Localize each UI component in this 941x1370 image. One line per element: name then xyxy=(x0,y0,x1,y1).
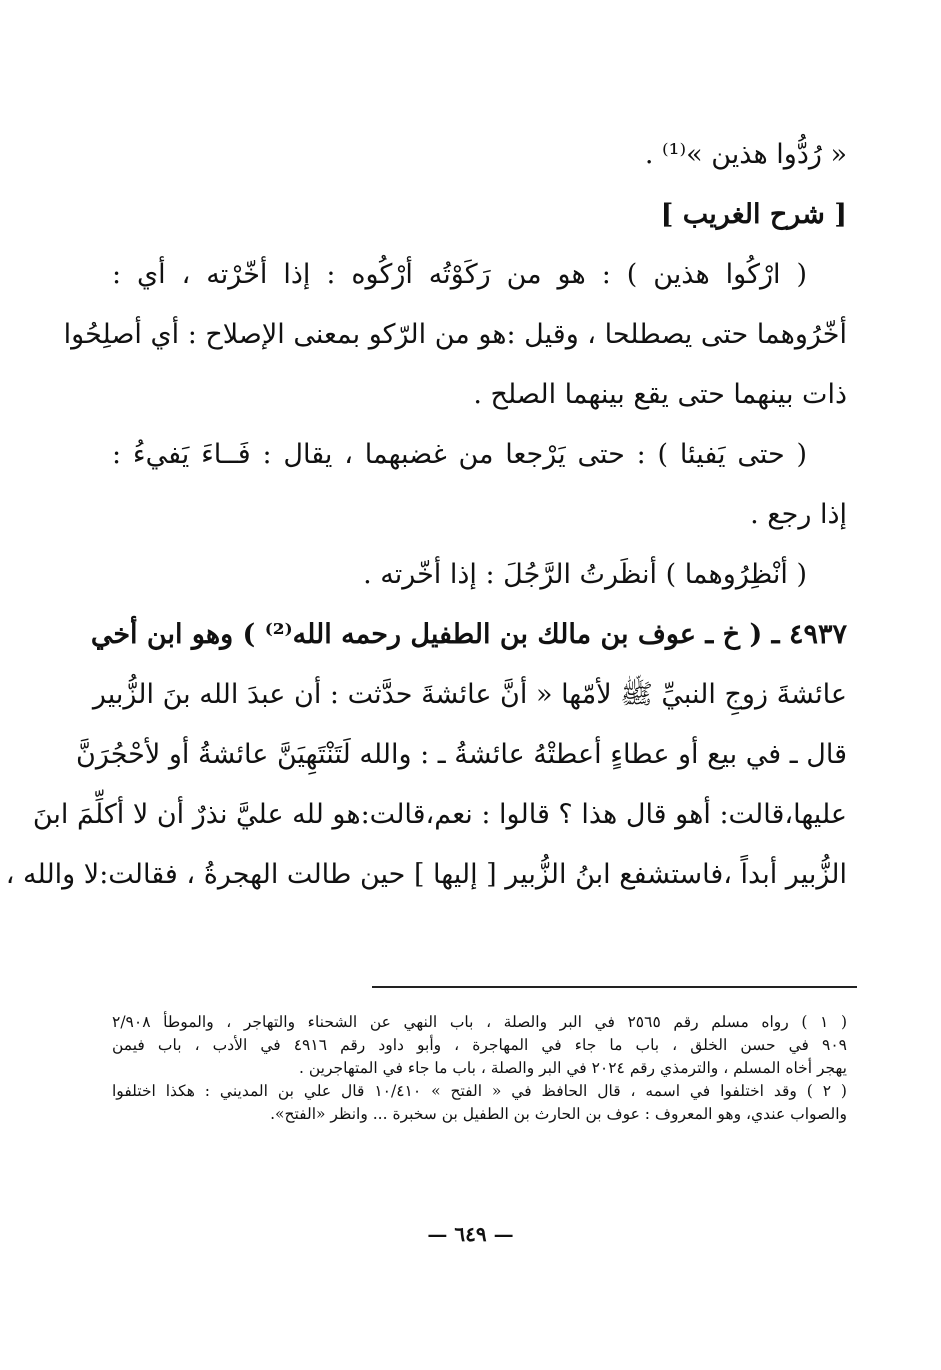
footnote-line: يهجر أخاه المسلم ، والترمذي رقم ٢٠٢٤ في البر والصلة ، باب ما جاء في المتهاجرين . xyxy=(299,1059,847,1077)
footnotes-block xyxy=(112,1012,847,1127)
footnote-line: والصواب عندي، وهو المعروف : عوف بن الحارث بن الطفيل بن سخبرة ... وانظر «الفتح». xyxy=(270,1105,847,1123)
page-number: — ٦٤٩ — xyxy=(427,1222,514,1246)
text-line: ( حتى يَفيئا ) : حتى يَرْجعا من غضبهما ، يقال : فَــاءَ يَفيءُ : xyxy=(112,439,807,470)
text-line: عليها،قالت: أهو قال هذا ؟ قالوا : نعم،قالت:هو لله عليَّ نذرٌ أن لا أكلِّمَ ابنَ xyxy=(32,799,847,830)
footnote-line: ( ٢ ) وقد اختلفوا في اسمه ، قال الحافظ في « الفتح » ١٠/٤١٠ قال علي بن المديني : هكذا اختلفوا xyxy=(112,1082,847,1100)
text-line: أخّرُوهما حتى يصطلحا ، وقيل :هو من الرّكو بمعنى الإصلاح : أي أصلِحُوا xyxy=(63,319,847,350)
footnote-line: ٩٠٩ في حسن الخلق ، باب ما جاء في المهاجرة ، وأبو داود رقم ٤٩١٦ في الأدب ، باب فيمن xyxy=(112,1036,847,1054)
text-line: إذا رجع . xyxy=(750,499,847,530)
text-line: ذات بينهما حتى يقع بينهما الصلح . xyxy=(473,379,847,410)
hadith-heading: ٤٩٣٧ ـ ( خ ـ عوف بن مالك بن الطفيل رحمه الله⁽²⁾ ) وهو ابن أخي xyxy=(90,619,847,650)
text-line: ( أنْظِرُوهما ) أنظَرتُ الرَّجُلَ : إذا أخّرته . xyxy=(363,559,807,590)
section-heading: [ شرح الغريب ] xyxy=(660,199,847,230)
footnote-separator xyxy=(372,986,857,988)
main-text-block xyxy=(5,138,847,918)
text-line: الزُّبير أبداً ،فاستشفع ابنُ الزُّبير [ إليها ] حين طالت الهجرةُ ، فقالت:لا والله ، xyxy=(5,859,847,890)
footnote-line: ( ١ ) رواه مسلم رقم ٢٥٦٥ في البر والصلة ، باب النهي عن الشحناء والتهاجر ، والموطأ ٢/٩٠٨ xyxy=(112,1013,848,1031)
text-line: ( ارْكُوا هذين ) : هو من رَكَوْتُه أرْكُوه : إذا أخّرْته ، أي : xyxy=(112,259,807,290)
text-line: « رُدُّوا هذين »⁽¹⁾ . xyxy=(644,139,847,170)
text-line: عائشةَ زوجِ النبيِّ ﷺ لأمّها « أنَّ عائشةَ حدَّثت : أن عبدَ الله بنَ الزُّبير xyxy=(92,679,847,710)
text-line: قال ـ في بيع أو عطاءٍ أعطتْهُ عائشةُ ـ : والله لَتَنْتَهِيَنَّ عائشةُ أو لأحْجُرَنَّ xyxy=(76,739,847,770)
